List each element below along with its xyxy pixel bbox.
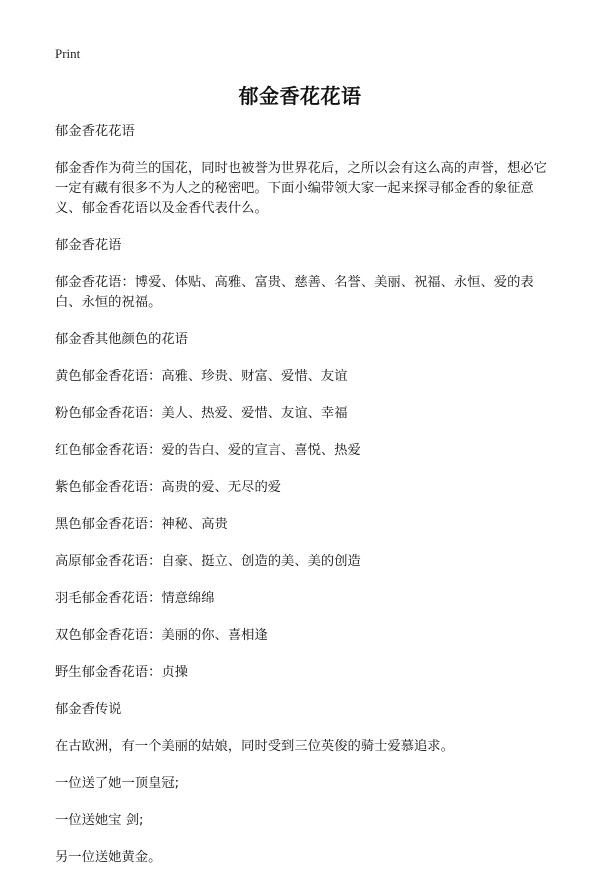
section-heading-flower-language: 郁金香花语 — [55, 238, 122, 253]
color-meaning-pink: 粉色郁金香花语：美人、热爱、爱惜、友谊、幸福 — [55, 406, 348, 421]
legend-line-crown: 一位送了她一顶皇冠; — [55, 776, 180, 791]
section-heading-legend: 郁金香传说 — [55, 702, 122, 717]
intro-paragraph: 郁金香作为荷兰的国花，同时也被誉为世界花后，之所以会有这么高的声誉，想必它一定有藏有很多不为人之的秘密吧。下面小编带领大家一起来探寻郁金香的象征意义、郁金香花语以及金香代表什么。 — [55, 161, 547, 216]
color-meaning-black: 黑色郁金香花语：神秘、高贵 — [55, 517, 228, 532]
article-body — [55, 122, 555, 885]
color-meaning-purple: 紫色郁金香花语：高贵的爱、无尽的爱 — [55, 480, 282, 495]
print-label: Print — [55, 46, 81, 61]
color-meaning-feather: 羽毛郁金香花语：情意绵绵 — [55, 591, 215, 606]
color-meaning-red: 红色郁金香花语：爱的告白、爱的宣言、喜悦、热爱 — [55, 443, 361, 458]
legend-line-sword: 一位送她宝 剑; — [55, 813, 144, 828]
legend-paragraph: 在古欧洲，有一个美丽的姑娘，同时受到三位英俊的骑士爱慕追求。 — [55, 739, 454, 754]
section-heading-other-colors: 郁金香其他颜色的花语 — [55, 332, 188, 347]
color-meaning-wild: 野生郁金香花语：贞操 — [55, 665, 188, 680]
color-meaning-highland: 高原郁金香花语：自豪、挺立、创造的美、美的创造 — [55, 554, 361, 569]
flower-language-paragraph: 郁金香花语：博爱、体贴、高雅、富贵、慈善、名誉、美丽、祝福、永恒、爱的表白、永恒的祝福。 — [55, 275, 534, 310]
page-title: 郁金香花花语 — [238, 84, 362, 108]
color-meaning-bicolor: 双色郁金香花语：美丽的你、喜相逢 — [55, 628, 268, 643]
color-meaning-yellow: 黄色郁金香花语：高雅、珍贵、财富、爱惜、友谊 — [55, 369, 348, 384]
section-heading-intro: 郁金香花花语 — [55, 124, 135, 139]
legend-line-gold: 另一位送她黄金。 — [55, 850, 162, 865]
